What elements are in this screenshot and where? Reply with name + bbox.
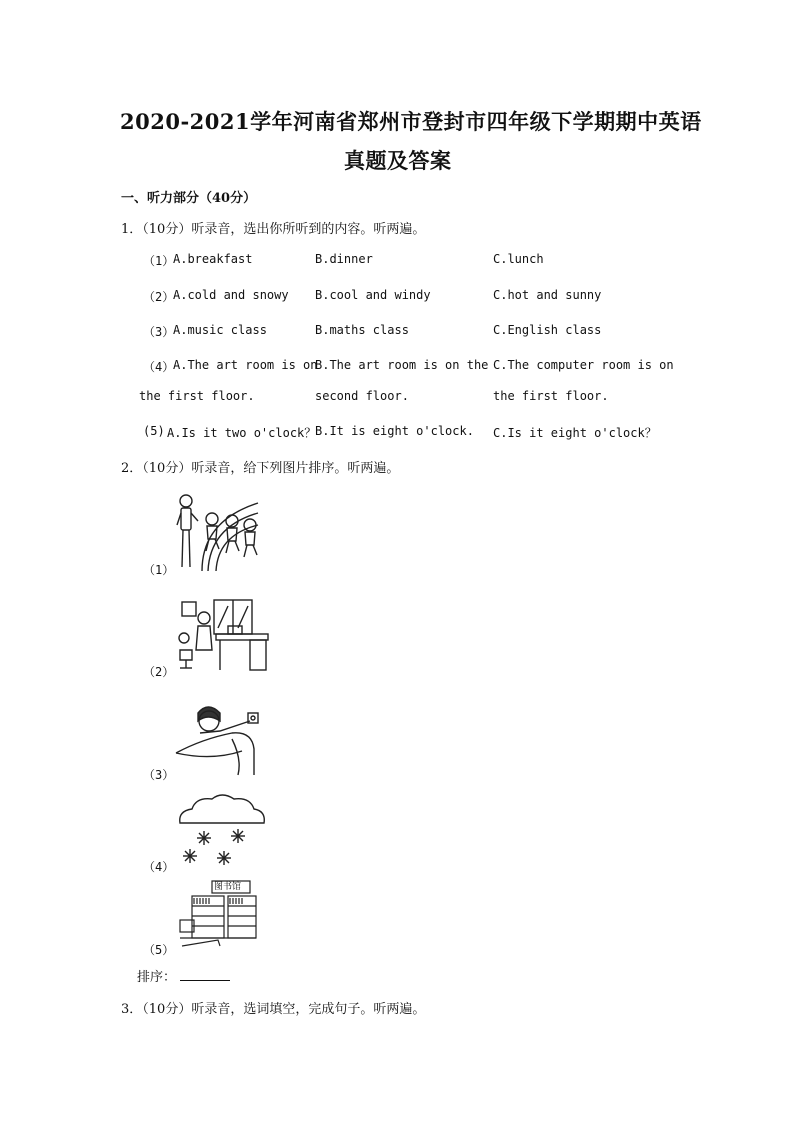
picture-1-label: （1） [143,563,175,577]
q1-item-2-option-b: B.cool and windy [315,288,431,302]
q1-item-4-option-a-cont: the first floor. [139,389,255,403]
question-3-stem: 3．（10分）听录音，选词填空，完成句子。听两遍。 [121,1002,426,1017]
question-2-stem: 2．（10分）听录音，给下列图片排序。听两遍。 [121,461,400,476]
question-1-stem: 1．（10分）听录音，选出你所听到的内容。听两遍。 [121,222,426,237]
q1-item-3-option-b: B.maths class [315,323,409,337]
q1-item-1-option-a: A.breakfast [173,252,253,266]
q1-item-2-option-c: C.hot and sunny [493,288,602,302]
library-sign-text: 图书馆 [214,882,242,892]
office-teacher-picture [176,598,270,674]
page-title-line-1: 2020-2021学年河南省郑州市登封市四年级下学期期中英语 [120,109,702,134]
q1-item-5-option-c: C.Is it eight o'clock？ [493,426,657,440]
order-answer-line [137,966,230,985]
picture-2-label: （2） [143,665,175,679]
q1-item-5-option-a: A.Is it two o'clock？ [167,426,317,440]
picture-4-label: （4） [143,860,175,874]
q1-item-3-number: （3） [143,325,175,339]
q1-item-4-number: （4） [143,360,175,374]
section-heading-listening: 一、听力部分（40分） [121,191,257,206]
order-blank[interactable] [180,968,230,981]
snow-cloud-picture [176,793,266,871]
page-title-line-2: 真题及答案 [344,148,452,173]
q1-item-5-option-b: B.It is eight o'clock. [315,424,474,438]
q1-item-3-option-a: A.music class [173,323,267,337]
q1-item-4-option-b: B.The art room is on the [315,358,489,372]
order-label: 排序： [137,970,177,985]
q1-item-4-option-b-cont: second floor. [315,389,409,403]
library-picture [178,880,258,948]
q1-item-1-number: （1） [143,254,175,268]
running-children-picture [172,491,260,573]
q1-item-4-option-c-cont: the first floor. [493,389,609,403]
snowflake-icon [197,831,211,845]
boy-in-bed-picture [172,699,266,779]
q1-item-5-number: (5) [143,424,165,438]
q1-item-2-number: （2） [143,290,175,304]
q1-item-4-option-c: C.The computer room is on [493,358,674,372]
q1-item-4-option-a: A.The art room is on [173,358,318,372]
picture-5-label: （5） [143,943,175,957]
q1-item-1-option-c: C.lunch [493,252,544,266]
q1-item-2-option-a: A.cold and snowy [173,288,289,302]
picture-3-label: （3） [143,768,175,782]
q1-item-3-option-c: C.English class [493,323,602,337]
q1-item-1-option-b: B.dinner [315,252,373,266]
